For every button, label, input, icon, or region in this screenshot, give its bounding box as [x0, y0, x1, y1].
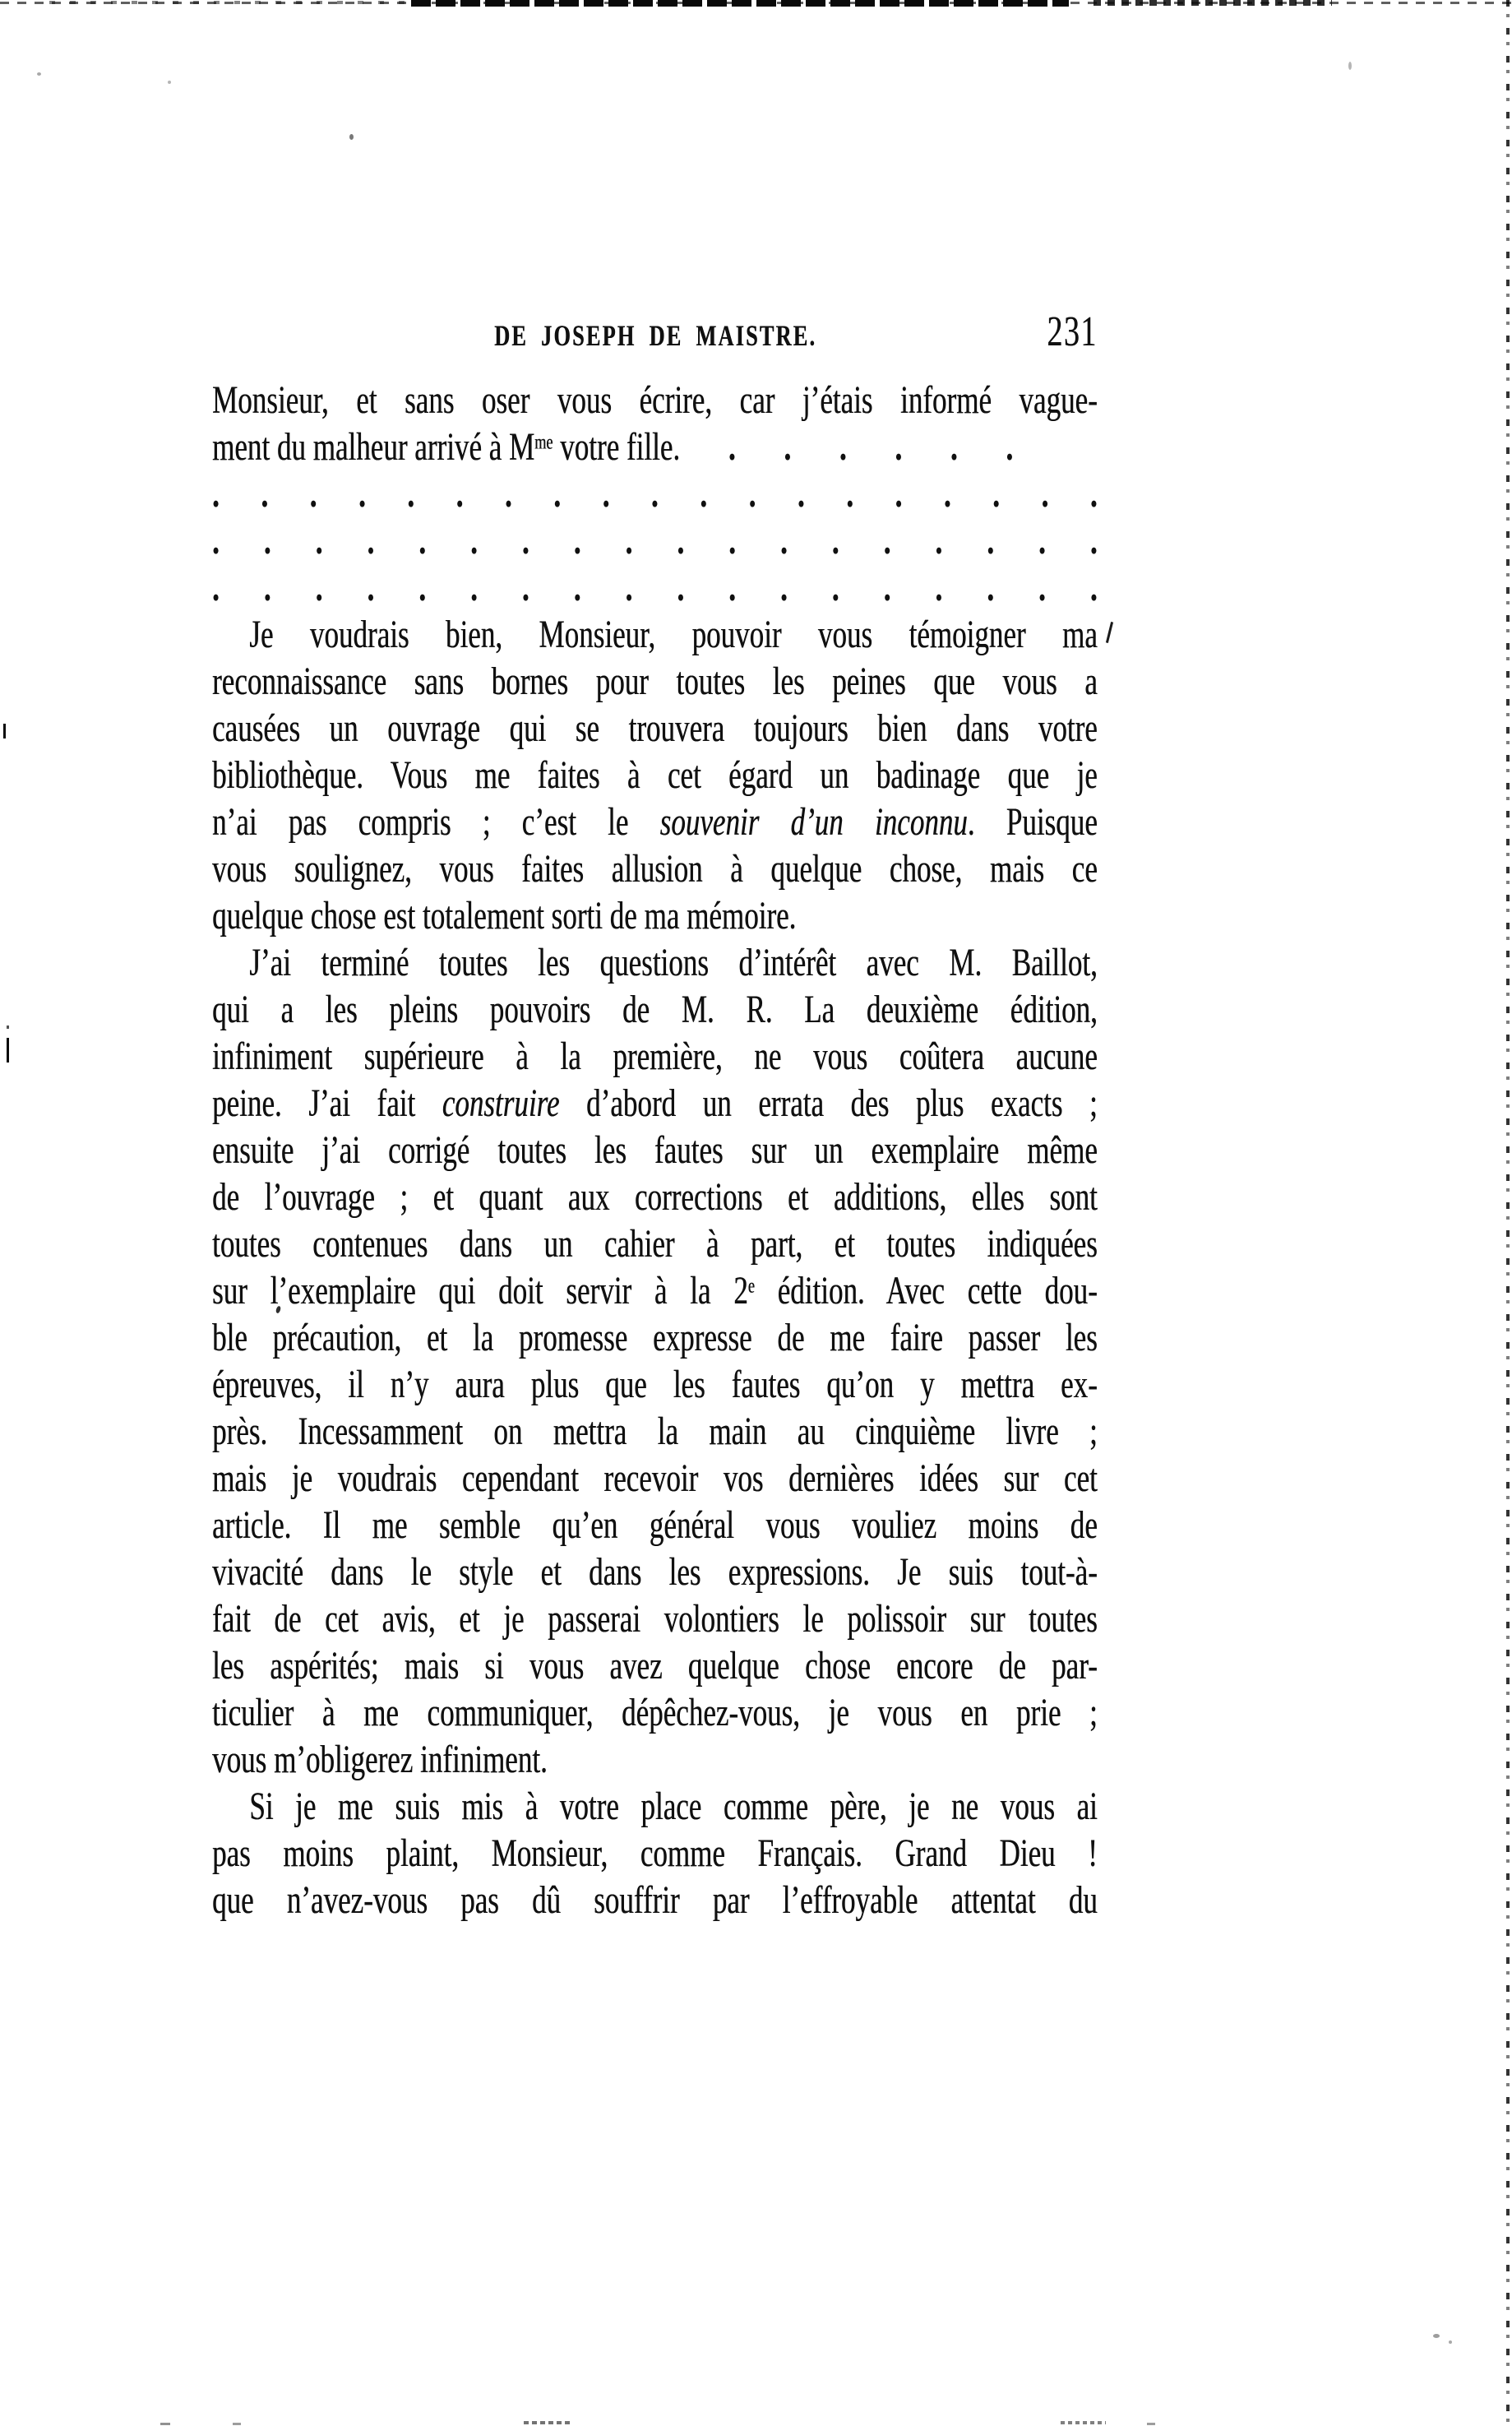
scan-artifact-right-edge [1506, 0, 1510, 2426]
text-line: vous m’obligerez infiniment. [212, 1738, 548, 1781]
text-line: article. Il me semble qu’en général vous vouliez moins de [212, 1503, 1098, 1547]
scan-artifact-top-edge [411, 0, 1069, 7]
scan-artifact-bottom-edge [1147, 2423, 1155, 2425]
text-line: Monsieur, et sans oser vous écrire, car j’étais informé vague- [212, 378, 1098, 422]
text-line: que n’avez-vous pas dû souffrir par l’effroyable attentat du [212, 1878, 1098, 1922]
scan-artifact-speck [1433, 2334, 1440, 2338]
text-line: J’ai terminé toutes les questions d’intérêt avec M. Baillot, [249, 941, 1098, 984]
text-line: ble précaution, et la promesse expresse de me faire passer les [212, 1316, 1098, 1359]
text-line: ensuite j’ai corrigé toutes les fautes sur un exemplaire même [212, 1128, 1098, 1172]
omission-dots-line: . . . . . . . . . . . . . . . . . . . [212, 472, 1098, 516]
scan-artifact-top-edge [49, 1, 411, 4]
scan-artifact-left-margin [3, 724, 6, 738]
scan-artifact-bottom-edge [160, 2423, 170, 2425]
omission-dots-line: . . . . . . . . . . . . . . . . . . [212, 566, 1098, 609]
text-line: toutes contenues dans un cahier à part, et toutes indiquées [212, 1222, 1098, 1266]
scan-artifact-bottom-edge [524, 2421, 573, 2424]
text-line: qui a les pleins pouvoirs de M. R. La deuxième édition, [212, 988, 1098, 1031]
omission-dots-line: . . . . . . . . . . . . . . . . . . [212, 519, 1098, 563]
scan-artifact-speck [349, 134, 354, 140]
text-line: reconnaissance sans bornes pour toutes les peines que vous a [212, 660, 1098, 703]
text-line: de l’ouvrage ; et quant aux corrections et additions, elles sont [212, 1175, 1098, 1219]
text-line: Si je me suis mis à votre place comme père, je ne vous ai [249, 1785, 1098, 1828]
text-line: quelque chose est totalement sorti de ma mémoire. [212, 894, 797, 938]
scan-artifact-speck [1348, 62, 1352, 70]
scan-artifact-left-margin [7, 1038, 9, 1063]
running-header: DE JOSEPH DE MAISTRE. [494, 319, 817, 352]
text-line: vivacité dans le style et dans les expressions. Je suis tout-à- [212, 1550, 1098, 1594]
scan-artifact-stray-stroke [1106, 622, 1113, 643]
text-line: infiniment supérieure à la première, ne vous coûtera aucune [212, 1035, 1098, 1078]
text-line: ticulier à me communiquer, dépêchez-vous, je vous en prie ; [212, 1691, 1098, 1734]
scan-artifact-speck [168, 81, 171, 84]
scan-artifact-top-edge [1094, 0, 1332, 6]
text-line: Je voudrais bien, Monsieur, pouvoir vous témoigner ma [249, 613, 1098, 656]
page-number: 231 [1047, 308, 1098, 355]
text-line: peine. J’ai fait construire d’abord un errata des plus exacts ; [212, 1081, 1098, 1125]
text-line: fait de cet avis, et je passerai volontiers le polissoir sur toutes [212, 1597, 1098, 1641]
text-line: causées un ouvrage qui se trouvera toujours bien dans votre [212, 706, 1098, 750]
text-line: mais je voudrais cependant recevoir vos dernières idées sur cet [212, 1456, 1098, 1500]
scan-artifact-left-margin [7, 1025, 9, 1029]
text-line: sur l’exemplaire qui doit servir à la 2e édition. Avec cette dou- [212, 1269, 1098, 1313]
text-line: pas moins plaint, Monsieur, comme Français. Grand Dieu ! [212, 1831, 1098, 1875]
page-header [212, 308, 1098, 355]
text-line: près. Incessamment on mettra la main au cinquième livre ; [212, 1410, 1098, 1453]
letter-text [212, 377, 1098, 1924]
scan-artifact-speck [1449, 2340, 1452, 2344]
scan-artifact-bottom-edge [1061, 2421, 1106, 2424]
text-line: les aspérités; mais si vous avez quelque chose encore de par- [212, 1644, 1098, 1688]
scan-artifact-speck [37, 72, 41, 76]
text-line: épreuves, il n’y aura plus que les fautes qu’on y mettra ex- [212, 1363, 1098, 1406]
scan-artifact-bottom-edge [233, 2423, 241, 2425]
text-line: n’ai pas compris ; c’est le souvenir d’un inconnu. Puisque [212, 800, 1098, 844]
text-line: bibliothèque. Vous me faites à cet égard un badinage que je [212, 753, 1098, 797]
text-line: vous soulignez, vous faites allusion à quelque chose, mais ce [212, 847, 1098, 891]
text-line: ment du malheur arrivé à $M^{me}$ votre fille. . . . . . . [212, 425, 1014, 469]
page-content [212, 308, 1098, 1924]
